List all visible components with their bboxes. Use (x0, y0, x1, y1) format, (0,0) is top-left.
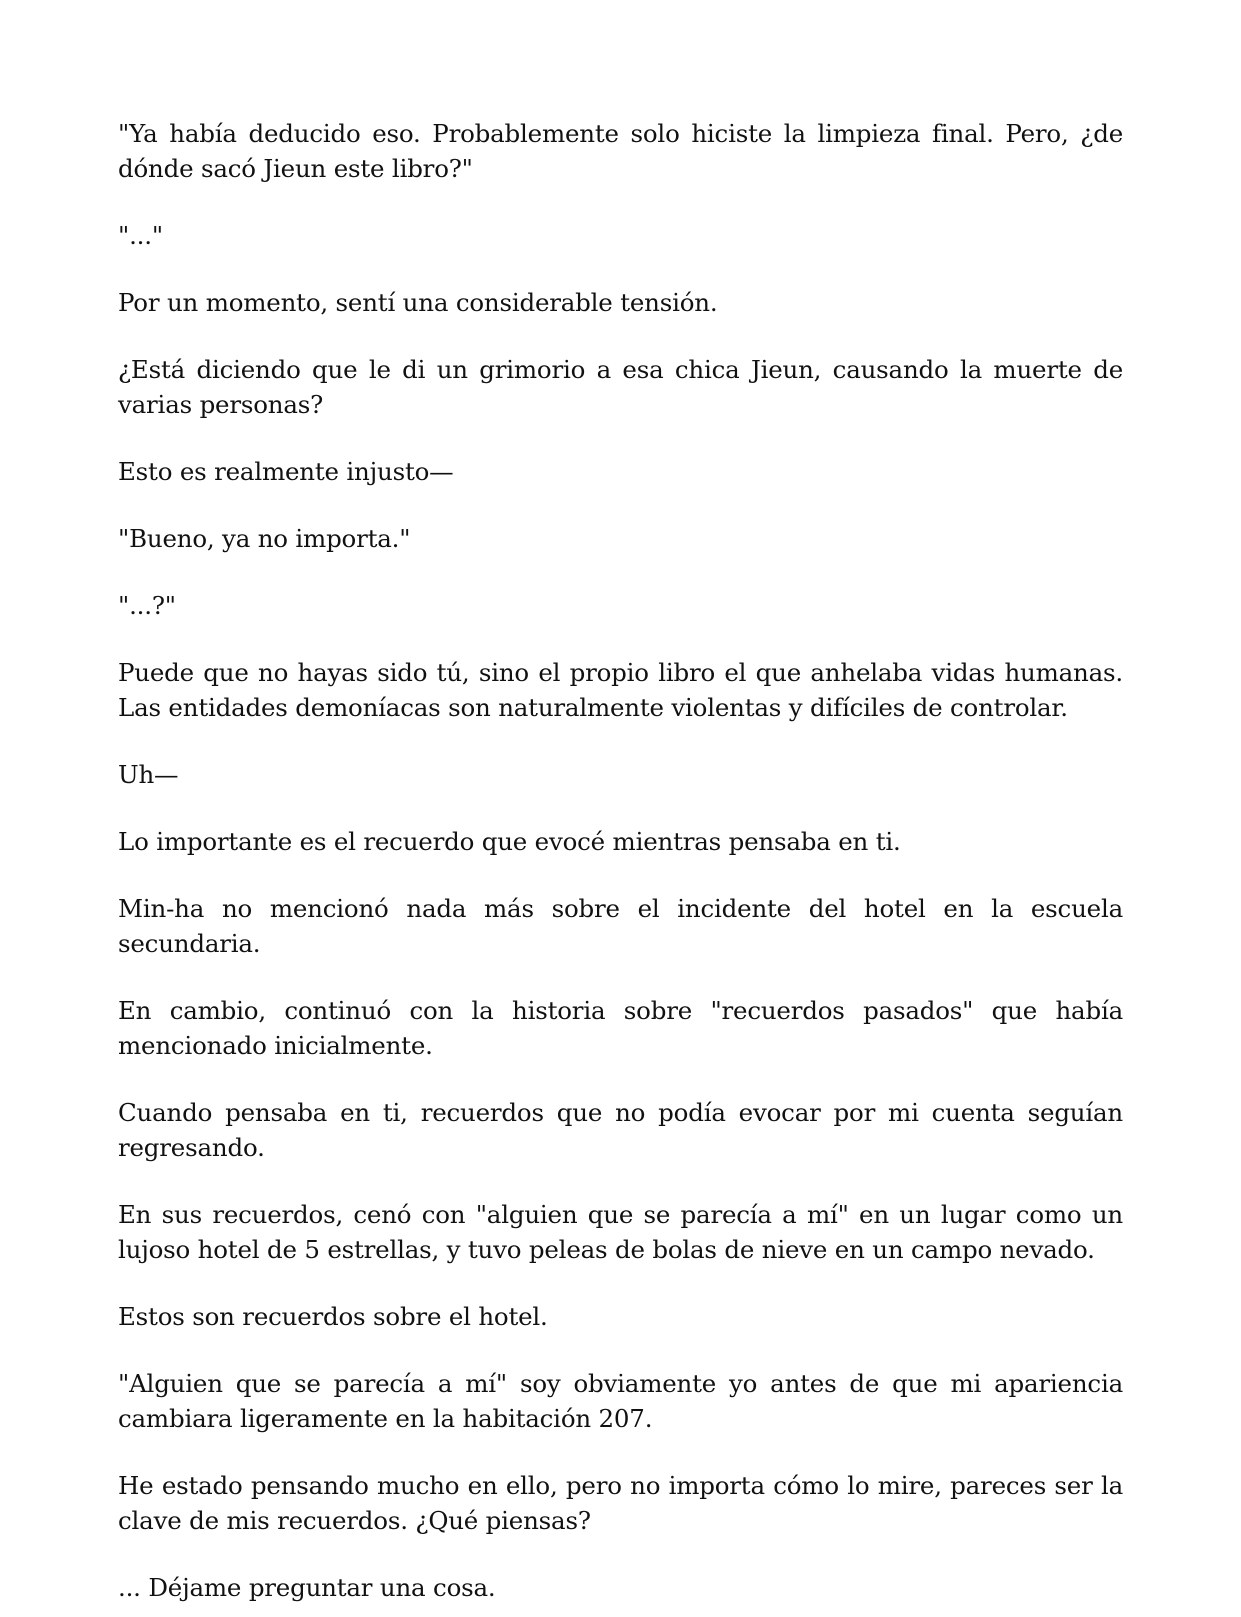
paragraph-16: "Alguien que se parecía a mí" soy obviamente yo antes de que mi apariencia cambiara ligeramente en la habitación 207. (118, 1369, 1123, 1433)
paragraph-14: En sus recuerdos, cenó con "alguien que se parecía a mí" en un lugar como un lujoso hotel de 5 estrellas, y tuvo peleas de bolas de nieve en un campo nevado. (118, 1200, 1123, 1264)
paragraph-4: ¿Está diciendo que le di un grimorio a esa chica Jieun, causando la muerte de varias personas? (118, 355, 1123, 419)
paragraph-10: Lo importante es el recuerdo que evocé mientras pensaba en ti. (118, 827, 901, 856)
paragraph-17: He estado pensando mucho en ello, pero no importa cómo lo mire, pareces ser la clave de mis recuerdos. ¿Qué piensas? (118, 1471, 1123, 1535)
paragraph-13: Cuando pensaba en ti, recuerdos que no podía evocar por mi cuenta seguían regresando. (118, 1098, 1123, 1162)
paragraph-1: "Ya había deducido eso. Probablemente solo hiciste la limpieza final. Pero, ¿de dónde sacó Jieun este libro?" (118, 119, 1123, 183)
paragraph-9: Uh— (118, 760, 179, 789)
paragraph-11: Min-ha no mencionó nada más sobre el incidente del hotel en la escuela secundaria. (118, 894, 1123, 958)
paragraph-18: ... Déjame preguntar una cosa. (118, 1573, 496, 1602)
paragraph-8: Puede que no hayas sido tú, sino el propio libro el que anhelaba vidas humanas. Las entidades demoníacas son naturalmente violentas y difíciles de controlar. (118, 658, 1123, 722)
paragraph-3: Por un momento, sentí una considerable tensión. (118, 288, 718, 317)
paragraph-7: "...?" (118, 591, 176, 620)
paragraph-15: Estos son recuerdos sobre el hotel. (118, 1302, 548, 1331)
paragraph-2: "..." (118, 221, 163, 250)
paragraph-12: En cambio, continuó con la historia sobre "recuerdos pasados" que había mencionado inicialmente. (118, 996, 1123, 1060)
paragraph-6: "Bueno, ya no importa." (118, 524, 411, 553)
paragraph-5: Esto es realmente injusto— (118, 457, 454, 486)
